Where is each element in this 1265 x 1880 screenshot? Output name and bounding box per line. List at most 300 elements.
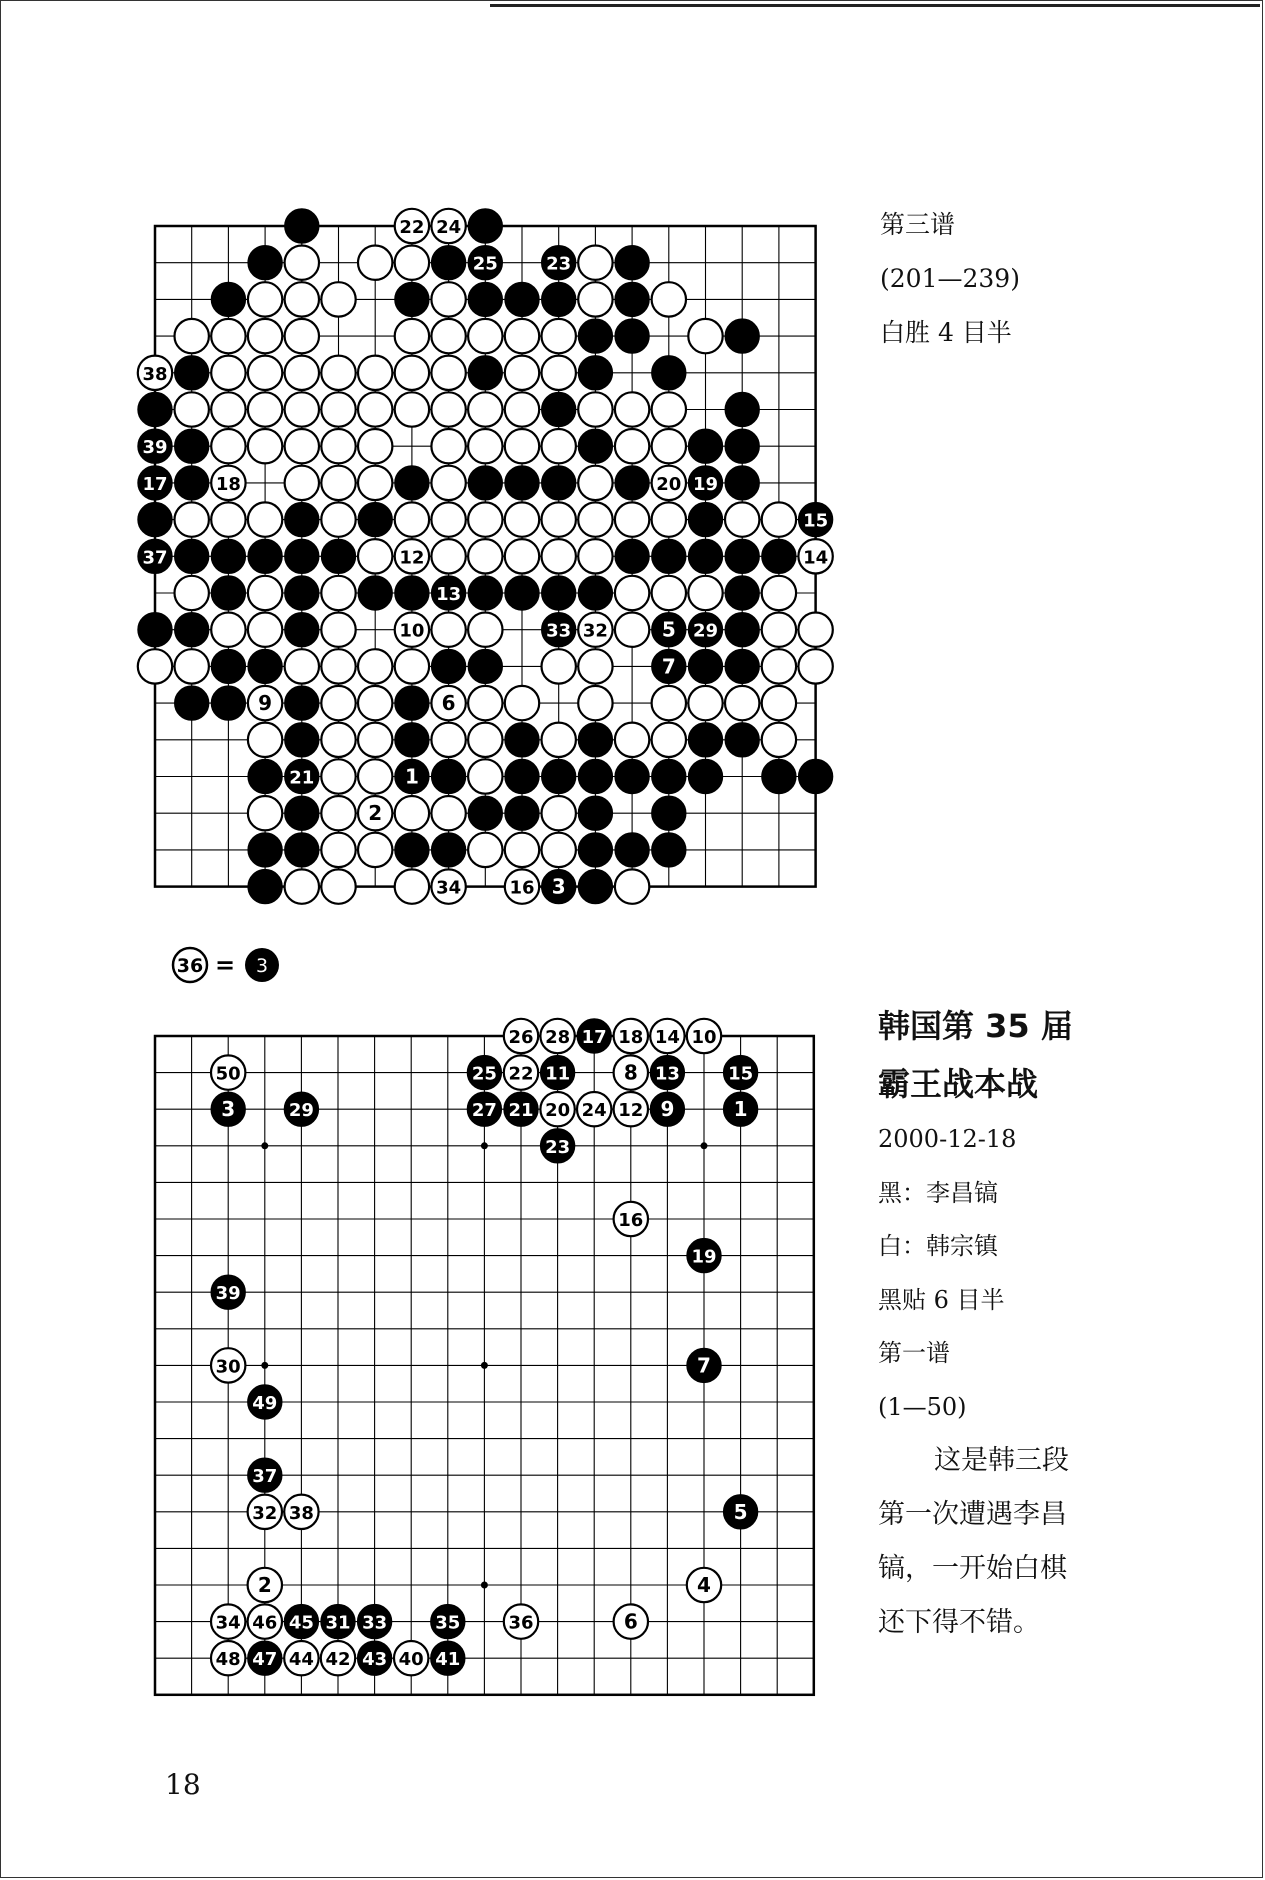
white-stone — [211, 319, 245, 353]
black-stone — [542, 466, 576, 500]
white-stone — [505, 429, 539, 463]
white-stone — [615, 429, 649, 463]
move-number: 20 — [656, 473, 682, 495]
white-stone — [211, 613, 245, 647]
white-stone — [652, 576, 686, 610]
white-stone — [248, 502, 282, 536]
white-stone — [468, 539, 502, 573]
white-stone — [542, 539, 576, 573]
move-number: 13 — [654, 1063, 680, 1085]
white-stone — [248, 356, 282, 390]
move-number: 39 — [215, 1283, 241, 1305]
move-number: 40 — [398, 1649, 424, 1671]
black-stone — [285, 723, 319, 757]
black-player: 黑：李昌镐 — [878, 1178, 998, 1207]
white-stone — [688, 686, 722, 720]
white-stone — [798, 613, 832, 647]
black-stone — [798, 759, 832, 793]
black-stone — [578, 759, 612, 793]
commentary-line: 这是韩三段 — [934, 1445, 1069, 1476]
black-stone — [395, 833, 429, 867]
note-left-number: 36 — [176, 955, 204, 977]
white-stone — [285, 246, 319, 280]
white-stone — [542, 319, 576, 353]
move-number: 22 — [508, 1063, 534, 1085]
white-stone — [542, 796, 576, 830]
white-stone — [321, 576, 355, 610]
move-number: 11 — [545, 1063, 571, 1085]
white-stone — [358, 759, 392, 793]
white-stone — [762, 723, 796, 757]
black-stone — [725, 576, 759, 610]
move-number: 5 — [733, 1499, 748, 1524]
white-stone — [431, 429, 465, 463]
note-right-number: 3 — [255, 955, 269, 977]
black-stone — [652, 356, 686, 390]
upper-caption — [880, 198, 1020, 360]
black-stone — [285, 613, 319, 647]
move-number: 18 — [215, 473, 241, 495]
move-number: 34 — [215, 1612, 241, 1634]
black-stone — [395, 466, 429, 500]
move-number: 35 — [435, 1612, 461, 1634]
white-stone — [395, 796, 429, 830]
black-stone — [175, 429, 209, 463]
white-stone — [762, 613, 796, 647]
black-stone — [395, 686, 429, 720]
move-number: 9 — [660, 1097, 675, 1122]
black-stone — [578, 833, 612, 867]
white-stone — [468, 686, 502, 720]
star-point — [701, 1142, 708, 1149]
black-stone — [431, 833, 465, 867]
black-stone — [542, 759, 576, 793]
game-date: 2000-12-18 — [878, 1125, 1017, 1153]
black-stone — [175, 466, 209, 500]
header-rule — [490, 4, 1260, 7]
white-stone — [285, 869, 319, 903]
move-number: 42 — [325, 1649, 351, 1671]
move-number: 1 — [733, 1097, 748, 1122]
white-stone — [321, 796, 355, 830]
move-number: 10 — [691, 1027, 717, 1048]
move-number: 21 — [508, 1100, 534, 1122]
move-number: 24 — [581, 1100, 607, 1122]
move-number: 39 — [142, 437, 168, 459]
white-stone — [358, 246, 392, 280]
white-stone — [285, 649, 319, 683]
white-stone — [321, 392, 355, 426]
komi: 黑贴 6 目半 — [878, 1285, 1005, 1314]
black-stone — [578, 723, 612, 757]
white-stone — [431, 392, 465, 426]
move-number: 6 — [441, 691, 456, 716]
white-stone — [431, 539, 465, 573]
black-stone — [211, 282, 245, 316]
black-stone — [358, 576, 392, 610]
black-stone — [725, 539, 759, 573]
move-number: 30 — [215, 1356, 241, 1378]
move-number: 3 — [221, 1097, 236, 1122]
move-number: 46 — [252, 1612, 278, 1634]
black-stone — [285, 686, 319, 720]
white-stone — [542, 723, 576, 757]
move-number: 31 — [325, 1612, 351, 1634]
white-stone — [358, 466, 392, 500]
black-stone — [175, 356, 209, 390]
black-stone — [725, 392, 759, 426]
black-stone — [285, 576, 319, 610]
black-stone — [725, 466, 759, 500]
move-number: 29 — [288, 1100, 314, 1122]
move-number: 37 — [142, 547, 168, 569]
black-stone — [578, 356, 612, 390]
black-stone — [578, 576, 612, 610]
move-number: 23 — [546, 253, 572, 275]
black-stone — [615, 282, 649, 316]
white-stone — [358, 429, 392, 463]
black-stone — [431, 759, 465, 793]
white-stone — [321, 429, 355, 463]
black-stone — [138, 502, 172, 536]
white-stone — [321, 759, 355, 793]
white-stone — [395, 392, 429, 426]
black-stone — [285, 796, 319, 830]
white-stone — [321, 649, 355, 683]
black-stone — [468, 356, 502, 390]
move-number: 50 — [215, 1063, 241, 1085]
black-stone — [395, 282, 429, 316]
black-stone — [285, 539, 319, 573]
white-stone — [431, 723, 465, 757]
black-stone — [248, 759, 282, 793]
move-number: 13 — [436, 584, 462, 605]
white-stone — [248, 796, 282, 830]
white-stone — [285, 356, 319, 390]
white-stone — [652, 392, 686, 426]
white-stone — [211, 502, 245, 536]
move-number: 2 — [368, 801, 383, 826]
move-number: 16 — [618, 1210, 644, 1231]
white-stone — [248, 576, 282, 610]
black-stone — [248, 869, 282, 903]
star-point — [261, 1142, 268, 1149]
white-stone — [542, 502, 576, 536]
white-stone — [578, 246, 612, 280]
white-stone — [175, 576, 209, 610]
black-stone — [615, 539, 649, 573]
go-board-upper — [135, 200, 835, 930]
white-stone — [395, 869, 429, 903]
black-stone — [542, 282, 576, 316]
white-stone — [431, 319, 465, 353]
white-stone — [248, 613, 282, 647]
white-stone — [395, 649, 429, 683]
white-stone — [175, 502, 209, 536]
white-stone — [321, 502, 355, 536]
black-stone — [652, 796, 686, 830]
upper-board-stones — [138, 209, 833, 904]
black-stone — [395, 576, 429, 610]
move-number: 24 — [436, 217, 462, 238]
move-number: 7 — [661, 654, 676, 679]
white-stone — [652, 282, 686, 316]
black-stone — [542, 576, 576, 610]
black-stone — [542, 392, 576, 426]
white-stone — [725, 502, 759, 536]
white-stone — [285, 319, 319, 353]
move-number: 48 — [215, 1649, 241, 1671]
move-number: 34 — [436, 877, 462, 899]
white-stone — [542, 649, 576, 683]
white-stone — [358, 539, 392, 573]
black-stone — [505, 796, 539, 830]
white-stone — [358, 356, 392, 390]
move-number: 47 — [252, 1649, 278, 1671]
white-stone — [762, 649, 796, 683]
star-point — [481, 1362, 488, 1369]
move-number: 20 — [545, 1100, 571, 1122]
white-stone — [211, 429, 245, 463]
black-stone — [468, 466, 502, 500]
black-stone — [688, 429, 722, 463]
white-stone — [468, 502, 502, 536]
white-stone — [578, 539, 612, 573]
black-stone — [505, 576, 539, 610]
move-number: 45 — [288, 1612, 314, 1634]
white-stone — [762, 502, 796, 536]
black-stone — [578, 429, 612, 463]
move-number: 21 — [289, 767, 315, 789]
white-stone — [321, 869, 355, 903]
white-stone — [431, 502, 465, 536]
move-number: 19 — [691, 1246, 717, 1268]
black-stone — [431, 649, 465, 683]
white-stone — [505, 356, 539, 390]
white-stone — [615, 613, 649, 647]
white-stone — [358, 649, 392, 683]
white-stone — [578, 282, 612, 316]
white-stone — [395, 502, 429, 536]
black-stone — [175, 686, 209, 720]
go-board-lower — [135, 1010, 835, 1730]
white-stone — [505, 539, 539, 573]
move-number: 29 — [692, 620, 719, 642]
black-stone — [578, 796, 612, 830]
black-stone — [688, 723, 722, 757]
move-range: (201—239) — [880, 264, 1020, 293]
white-stone — [248, 319, 282, 353]
white-stone — [468, 613, 502, 647]
black-stone — [248, 539, 282, 573]
move-number: 4 — [697, 1573, 711, 1597]
white-stone — [175, 649, 209, 683]
black-stone — [138, 392, 172, 426]
commentary — [878, 1434, 1103, 1650]
black-stone — [725, 723, 759, 757]
black-stone — [321, 539, 355, 573]
black-stone — [395, 723, 429, 757]
white-stone — [321, 282, 355, 316]
white-stone — [652, 723, 686, 757]
move-number: 5 — [661, 617, 676, 642]
white-stone — [468, 429, 502, 463]
move-number: 36 — [508, 1612, 534, 1634]
white-stone — [468, 723, 502, 757]
move-number: 41 — [435, 1649, 461, 1671]
white-stone — [395, 319, 429, 353]
white-stone — [468, 392, 502, 426]
move-range: (1—50) — [878, 1392, 967, 1421]
white-stone — [505, 319, 539, 353]
black-stone — [615, 759, 649, 793]
black-stone — [138, 613, 172, 647]
page-number: 18 — [165, 1768, 201, 1801]
black-stone — [211, 539, 245, 573]
black-stone — [615, 833, 649, 867]
white-stone — [578, 686, 612, 720]
black-stone — [725, 429, 759, 463]
diagram-title: 第三谱 — [880, 210, 956, 239]
star-point — [481, 1142, 488, 1149]
result: 白胜 4 目半 — [880, 318, 1012, 347]
move-number: 32 — [252, 1502, 278, 1524]
move-number: 44 — [288, 1649, 314, 1671]
black-stone — [615, 319, 649, 353]
white-stone — [285, 466, 319, 500]
white-stone — [248, 429, 282, 463]
white-stone — [431, 282, 465, 316]
white-stone — [505, 833, 539, 867]
black-stone — [211, 576, 245, 610]
move-number: 25 — [471, 1063, 497, 1085]
white-stone — [505, 686, 539, 720]
white-stone — [725, 686, 759, 720]
black-stone — [725, 649, 759, 683]
white-stone — [321, 723, 355, 757]
black-stone — [578, 319, 612, 353]
black-stone — [285, 502, 319, 536]
white-stone — [285, 429, 319, 463]
white-stone — [321, 613, 355, 647]
black-stone — [505, 282, 539, 316]
white-stone — [358, 723, 392, 757]
move-number: 26 — [508, 1027, 534, 1048]
note-equals: = — [214, 951, 236, 979]
black-stone — [688, 502, 722, 536]
white-stone — [615, 869, 649, 903]
black-stone — [505, 759, 539, 793]
black-stone — [652, 539, 686, 573]
white-stone — [138, 649, 172, 683]
black-stone — [762, 759, 796, 793]
white-stone — [762, 576, 796, 610]
move-number: 1 — [404, 764, 419, 789]
white-stone — [395, 246, 429, 280]
white-stone — [578, 392, 612, 426]
white-stone — [321, 466, 355, 500]
move-number: 14 — [654, 1027, 680, 1048]
white-stone — [248, 723, 282, 757]
white-stone — [358, 392, 392, 426]
white-stone — [175, 392, 209, 426]
star-point — [261, 1362, 268, 1369]
move-number: 17 — [581, 1027, 607, 1048]
white-stone — [762, 686, 796, 720]
move-number: 17 — [142, 473, 168, 495]
move-number: 12 — [618, 1100, 644, 1122]
commentary-line: 还下得不错。 — [878, 1607, 1040, 1638]
move-number: 15 — [803, 510, 829, 532]
white-stone — [285, 392, 319, 426]
white-stone — [615, 502, 649, 536]
white-stone — [468, 759, 502, 793]
move-number: 19 — [692, 473, 719, 495]
white-stone — [652, 686, 686, 720]
white-stone — [468, 833, 502, 867]
white-stone — [578, 502, 612, 536]
move-number: 33 — [546, 620, 572, 642]
black-stone — [285, 209, 319, 243]
black-stone — [211, 649, 245, 683]
move-number: 33 — [362, 1612, 388, 1634]
white-stone — [431, 356, 465, 390]
tournament-title-line1: 韩国第 35 届 — [878, 1007, 1073, 1045]
white-stone — [321, 833, 355, 867]
black-stone — [652, 759, 686, 793]
diagram-label: 第一谱 — [878, 1339, 950, 1367]
white-stone — [615, 392, 649, 426]
black-stone — [762, 539, 796, 573]
white-stone — [358, 686, 392, 720]
white-stone — [615, 723, 649, 757]
black-stone — [468, 209, 502, 243]
black-stone — [615, 246, 649, 280]
move-number: 49 — [252, 1393, 278, 1414]
move-number: 15 — [728, 1063, 754, 1085]
move-number: 7 — [697, 1353, 711, 1378]
move-number: 16 — [509, 877, 535, 899]
white-stone — [505, 392, 539, 426]
equivalence-note — [170, 945, 300, 985]
white-stone — [248, 392, 282, 426]
white-stone — [688, 319, 722, 353]
move-number: 8 — [623, 1060, 638, 1085]
black-stone — [505, 466, 539, 500]
move-number: 9 — [258, 691, 273, 716]
white-stone — [431, 466, 465, 500]
black-stone — [652, 833, 686, 867]
white-stone — [542, 356, 576, 390]
move-number: 12 — [399, 547, 425, 569]
black-stone — [468, 576, 502, 610]
move-number: 38 — [142, 363, 168, 385]
white-stone — [358, 833, 392, 867]
black-stone — [725, 613, 759, 647]
black-stone — [688, 649, 722, 683]
commentary-line: 第一次遭遇李昌 — [878, 1499, 1067, 1530]
move-number: 28 — [545, 1027, 571, 1048]
black-stone — [468, 282, 502, 316]
star-point — [481, 1582, 488, 1589]
black-stone — [175, 613, 209, 647]
black-stone — [578, 869, 612, 903]
game-header — [878, 997, 1103, 1650]
white-stone — [321, 686, 355, 720]
white-stone — [175, 319, 209, 353]
move-number: 38 — [288, 1502, 314, 1524]
white-stone — [505, 502, 539, 536]
